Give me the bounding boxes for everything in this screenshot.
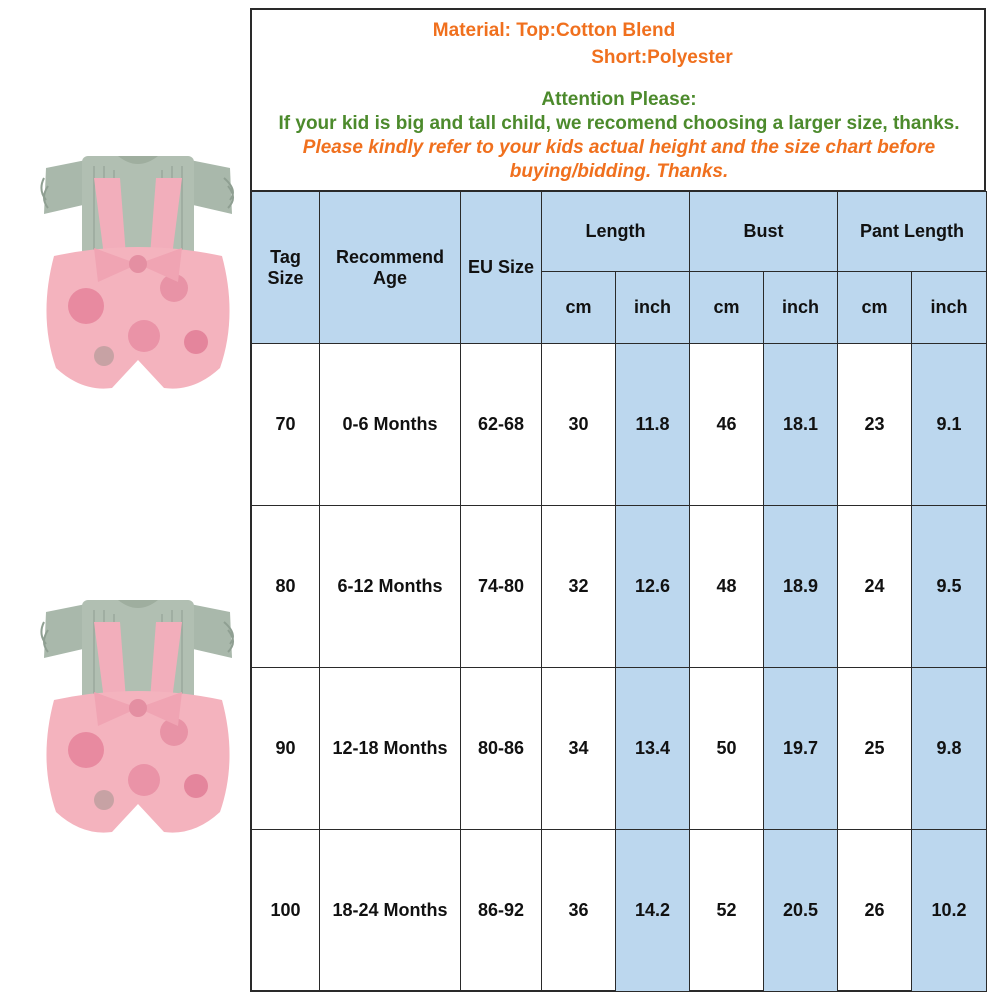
col-pant-length: Pant Length <box>838 192 987 272</box>
length-inch-cell: 11.8 <box>616 344 690 506</box>
eu-size-cell: 62-68 <box>461 344 542 506</box>
length-cm-cell: 32 <box>542 506 616 668</box>
col-recommend-age: Recommend Age <box>320 192 461 344</box>
tag-size-cell: 90 <box>252 668 320 830</box>
length-cm-cell: 30 <box>542 344 616 506</box>
bust-cm-cell: 48 <box>690 506 764 668</box>
col-length-inch: inch <box>616 272 690 344</box>
col-length-cm: cm <box>542 272 616 344</box>
col-bust-inch: inch <box>764 272 838 344</box>
table-row <box>252 668 987 830</box>
col-pant-cm: cm <box>838 272 912 344</box>
col-length: Length <box>542 192 690 272</box>
table-row <box>252 344 987 506</box>
tag-size-cell: 100 <box>252 830 320 992</box>
pant-cm-cell: 26 <box>838 830 912 992</box>
product-image-panel <box>14 8 252 992</box>
bust-cm-cell: 46 <box>690 344 764 506</box>
length-inch-cell: 12.6 <box>616 506 690 668</box>
age-cell: 0-6 Months <box>320 344 461 506</box>
refer-line-1: Please kindly refer to your kids actual height and the size chart before <box>302 137 936 158</box>
length-inch-cell: 14.2 <box>616 830 690 992</box>
col-eu-size: EU Size <box>461 192 542 344</box>
length-cm-cell: 36 <box>542 830 616 992</box>
length-inch-cell: 13.4 <box>616 668 690 830</box>
bust-inch-cell: 18.9 <box>764 506 838 668</box>
header-row-1 <box>252 192 987 272</box>
table-row <box>252 506 987 668</box>
pant-inch-cell: 9.1 <box>912 344 987 506</box>
pant-inch-cell: 10.2 <box>912 830 987 992</box>
pant-cm-cell: 24 <box>838 506 912 668</box>
age-cell: 12-18 Months <box>320 668 461 830</box>
bust-inch-cell: 19.7 <box>764 668 838 830</box>
product-notes-header <box>252 8 986 192</box>
size-chart-table <box>251 191 987 992</box>
outfit-image-1 <box>24 156 252 396</box>
pant-cm-cell: 25 <box>838 668 912 830</box>
attention-text: If your kid is big and tall child, we recomend choosing a larger size, thanks. <box>278 113 960 134</box>
bust-cm-cell: 50 <box>690 668 764 830</box>
material-top: Material: Top:Cotton Blend <box>432 20 676 41</box>
col-bust-cm: cm <box>690 272 764 344</box>
col-tag-size: Tag Size <box>252 192 320 344</box>
tag-size-cell: 70 <box>252 344 320 506</box>
table-row <box>252 830 987 992</box>
col-pant-inch: inch <box>912 272 987 344</box>
attention-title: Attention Please: <box>541 89 697 110</box>
eu-size-cell: 86-92 <box>461 830 542 992</box>
age-cell: 18-24 Months <box>320 830 461 992</box>
refer-line-2: buying/bidding. Thanks. <box>509 161 729 182</box>
bust-inch-cell: 20.5 <box>764 830 838 992</box>
eu-size-cell: 80-86 <box>461 668 542 830</box>
eu-size-cell: 74-80 <box>461 506 542 668</box>
bust-cm-cell: 52 <box>690 830 764 992</box>
pant-inch-cell: 9.5 <box>912 506 987 668</box>
tag-size-cell: 80 <box>252 506 320 668</box>
material-short: Short:Polyester <box>591 47 733 68</box>
bust-inch-cell: 18.1 <box>764 344 838 506</box>
length-cm-cell: 34 <box>542 668 616 830</box>
pant-inch-cell: 9.8 <box>912 668 987 830</box>
pant-cm-cell: 23 <box>838 344 912 506</box>
outfit-image-2 <box>24 600 252 840</box>
col-bust: Bust <box>690 192 838 272</box>
age-cell: 6-12 Months <box>320 506 461 668</box>
